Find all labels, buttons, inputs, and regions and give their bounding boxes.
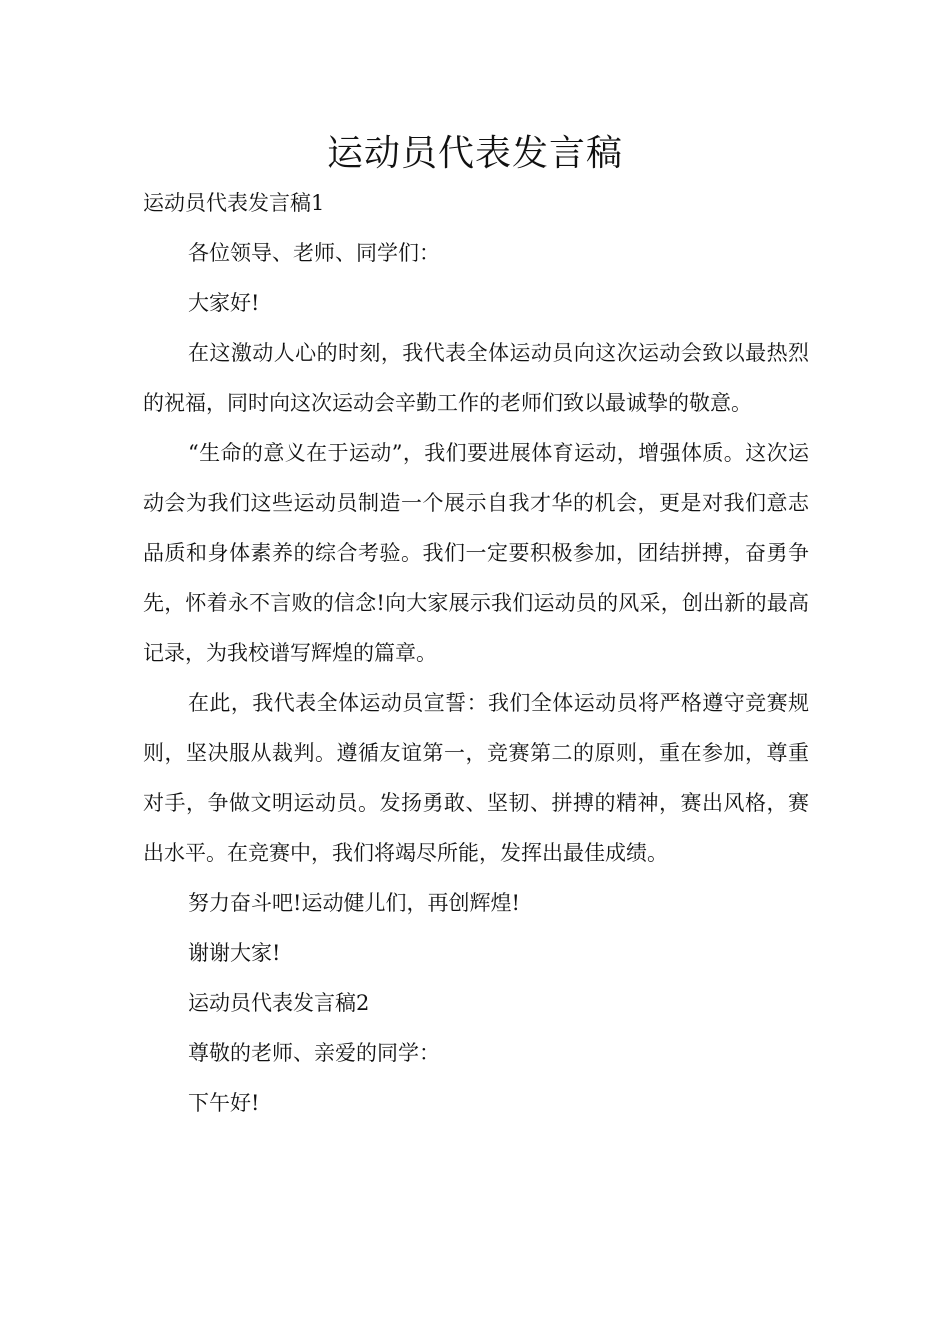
closing-line: 努力奋斗吧!运动健儿们，再创辉煌! (188, 891, 520, 915)
document-body (143, 178, 809, 1128)
body-paragraph: “生命的意义在于运动”，我们要进展体育运动，增强体质。这次运动会为我们这些运动员制造一个展示自我才华的机会，更是对我们意志品质和身体素养的综合考验。我们一定要积极参加，团结拼搏，奋勇争先，怀着永不言败的信念!向大家展示我们运动员的风采，创出新的最高记录，为我校谱写辉煌的篇章。 (143, 441, 809, 665)
thanks-line: 谢谢大家! (188, 941, 281, 965)
greeting: 下午好! (188, 1091, 260, 1115)
salutation: 尊敬的老师、亲爱的同学： (188, 1041, 440, 1065)
greeting: 大家好! (188, 291, 260, 315)
section-heading: 运动员代表发言稿1 (143, 191, 325, 215)
body-paragraph: 在此，我代表全体运动员宣誓：我们全体运动员将严格遵守竞赛规则，坚决服从裁判。遵循友谊第一，竞赛第二的原则，重在参加，尊重对手，争做文明运动员。发扬勇敢、坚韧、拼搏的精神，赛出风格，赛出水平。在竞赛中，我们将竭尽所能，发挥出最佳成绩。 (143, 691, 809, 865)
document-title: 运动员代表发言稿 (326, 133, 623, 174)
body-paragraph: 在这激动人心的时刻，我代表全体运动员向这次运动会致以最热烈的祝福，同时向这次运动会辛勤工作的老师们致以最诚挚的敬意。 (143, 341, 809, 415)
section-heading: 运动员代表发言稿2 (188, 991, 370, 1015)
salutation: 各位领导、老师、同学们： (188, 241, 440, 265)
